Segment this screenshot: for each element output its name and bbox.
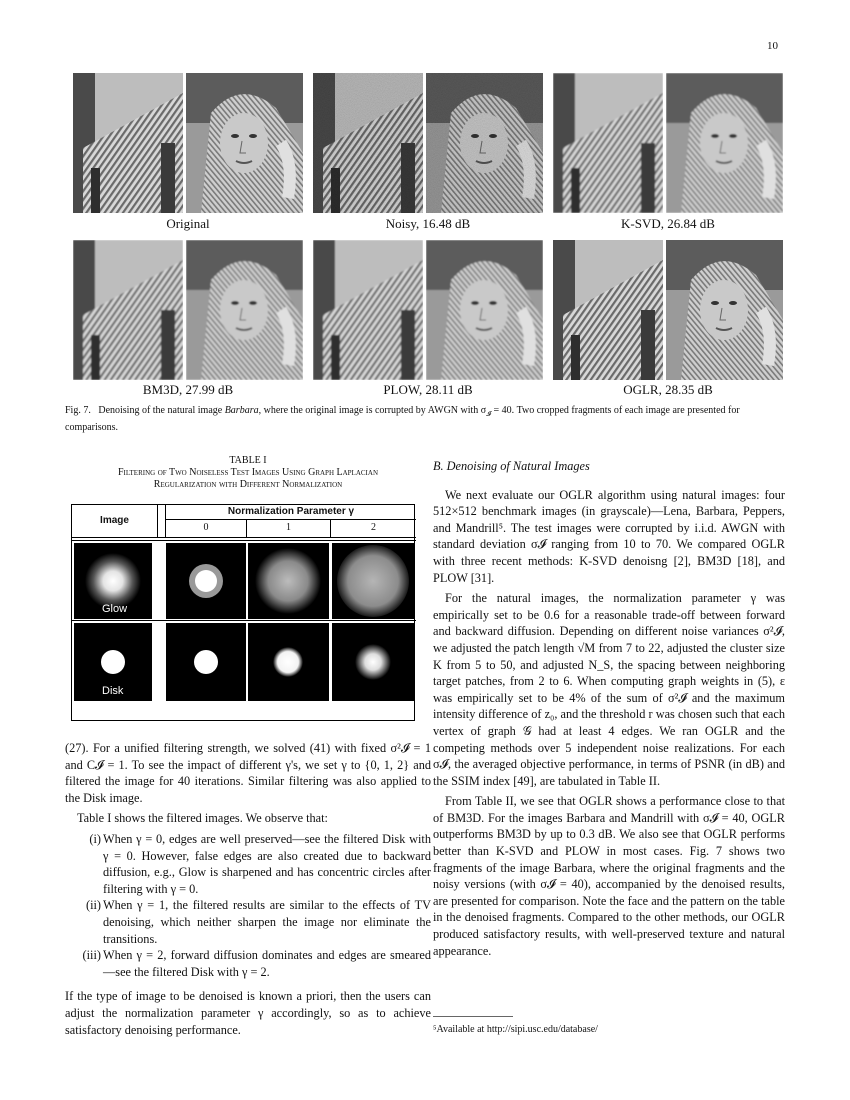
figure-row-1 xyxy=(73,73,786,213)
image-name-label: Glow xyxy=(102,603,128,615)
disk-original-image xyxy=(74,623,152,701)
gamma-label: 1 xyxy=(286,522,291,533)
fragment-table-image xyxy=(73,73,183,213)
table-title: Regularization with Different Normalization xyxy=(153,479,343,490)
fragment-table-image xyxy=(73,240,183,380)
gamma-label: 2 xyxy=(371,522,376,533)
paragraph: (27). For a unified filtering strength, we solved (41) with fixed σ²𝓘 = 1 and C𝓘 = 1. To see the impact of different γ's, we set γ to {0, 1, 2} and filtered the image for 40 iterations. Similar filtering was also applied to the Disk image. xyxy=(65,741,431,805)
list-item: (ii) When γ = 1, the filtered results are similar to the effects of TV denoising, which neither sharpen the image nor eliminate the transitions. xyxy=(85,898,431,946)
left-column xyxy=(65,740,431,1038)
footnote: ⁵Available at http://sipi.usc.edu/database/ xyxy=(433,1024,598,1035)
fragment-face-image xyxy=(186,73,303,213)
fragment-table-image xyxy=(313,73,423,213)
table-label: TABLE I xyxy=(229,455,267,466)
fragment-table-image xyxy=(313,240,423,380)
fragment-face-image xyxy=(426,73,543,213)
figure-caption: Fig. 7. Denoising of the natural image Barbara, where the original image is corrupted by AWGN with $\sigma_𝓘 = 40$. Two cropped fragments of each image are presented for comparisons. xyxy=(65,405,740,433)
glow-gamma1-image xyxy=(248,543,329,619)
disk-gamma2-image xyxy=(332,623,414,701)
panel-label: Noisy, 16.48 dB xyxy=(385,216,471,231)
fragment-face-image xyxy=(666,73,783,213)
panel-label: PLOW, 28.11 dB xyxy=(383,382,473,397)
table-filtering xyxy=(71,504,415,721)
fragment-face-image xyxy=(186,240,303,380)
panel-label: BM3D, 27.99 dB xyxy=(142,382,234,397)
list-item: (i) When γ = 0, edges are well preserved—see the filtered Disk with γ = 0. However, false edges are also created due to backward diffusion, e.g., Glow is sharpened and has concentric circles after filtering with γ = 0. xyxy=(89,831,431,896)
disk-gamma0-image xyxy=(166,623,246,701)
panel-original xyxy=(73,73,303,213)
paragraph: If the type of image to be denoised is known a priori, then the users can adjust the normalization parameter γ accordingly, so as to achieve satisfactory denoising performance. xyxy=(65,989,431,1037)
glow-original-image xyxy=(74,543,152,619)
glow-gamma0-image xyxy=(166,543,246,619)
disk-gamma1-image xyxy=(248,623,329,701)
figure-row-2 xyxy=(73,240,786,380)
table-caption xyxy=(65,455,431,491)
panel-label: OGLR, 28.35 dB xyxy=(623,382,713,397)
panel-label: K-SVD, 26.84 dB xyxy=(621,216,715,231)
panel-plow xyxy=(313,240,543,380)
image-name-label: Disk xyxy=(102,685,124,697)
paragraph: We next evaluate our OGLR algorithm using natural images: four 512×512 benchmark images (in grayscale)—Lena, Barbara, Peppers, and Mandrill⁵. The test images were corrupted by i.i.d. AWGN with standard deviation σ𝓘 ranging from 10 to 70. We compared OGLR with three recent methods: K-SVD denoisng [2], BM3D [18], and PLOW [31]. xyxy=(433,487,785,585)
glow-gamma2-image xyxy=(332,543,414,619)
panel-ksvd xyxy=(553,73,783,213)
column-header-normalization: Normalization Parameter γ xyxy=(227,506,355,517)
fragment-face-image xyxy=(666,240,783,380)
panel-noisy xyxy=(313,73,543,213)
paragraph: For the natural images, the normalization parameter γ was empirically set to be 0.6 for a reasonable trade-off between forward and backward diffusion. Depending on different noise variances σ²𝓘, we adjusted the patch length √M from 7 to 22, adjusted the cluster size K from 5 to 50, and adjusted N_S, the spacing between neighboring target patches, from 2 to 6. When computing graph weights in (5), ε was empirically set to be 4% of the sum of σ²𝓘 and the maximum intensity difference of z₀, and the threshold r was chosen such that each vertex of graph 𝒢 had at least 4 edges. We ran OGLR and the competing methods over 5 independent noise realizations. For each σ𝓘, the averaged objective performance, in terms of PSNR (in dB) and the SSIM index [49], are tabulated in Table II. xyxy=(433,591,785,788)
panel-bm3d xyxy=(73,240,303,380)
panel-oglr xyxy=(553,240,783,380)
panel-label: Original xyxy=(166,216,210,231)
table-title: Filtering of Two Noiseless Test Images Using Graph Laplacian xyxy=(118,467,378,478)
list-item: (iii) When γ = 2, forward diffusion dominates and edges are smeared—see the filtered Disk with γ = 2. xyxy=(82,948,431,979)
footnote-rule xyxy=(433,1016,513,1017)
section-heading: B. Denoising of Natural Images xyxy=(433,459,590,473)
column-header-image: Image xyxy=(100,515,129,526)
fragment-face-image xyxy=(426,240,543,380)
page-number: 10 xyxy=(767,40,778,52)
paragraph: Table I shows the filtered images. We observe that: xyxy=(77,811,328,826)
fragment-table-image xyxy=(553,73,663,213)
paragraph: From Table II, we see that OGLR shows a performance close to that of BM3D. For the images Barbara and Mandrill with σ𝓘 = 40, OGLR outperforms BM3D by up to 0.3 dB. We also see that OGLR performs better than K-SVD and PLOW in most cases. Fig. 7 shows two fragments of the image Barbara, where the original fragments and the noisy versions (with σ𝓘 = 40), accompanied by the denoised results, are presented for comparison. Note the face and the pattern on the table in the denoised fragments. Compared to the other methods, our OGLR produced satisfactory results, with well-preserved texture and natural appearance. xyxy=(433,794,785,958)
right-column xyxy=(433,458,785,959)
gamma-label: 0 xyxy=(203,522,209,533)
fragment-table-image xyxy=(553,240,663,380)
